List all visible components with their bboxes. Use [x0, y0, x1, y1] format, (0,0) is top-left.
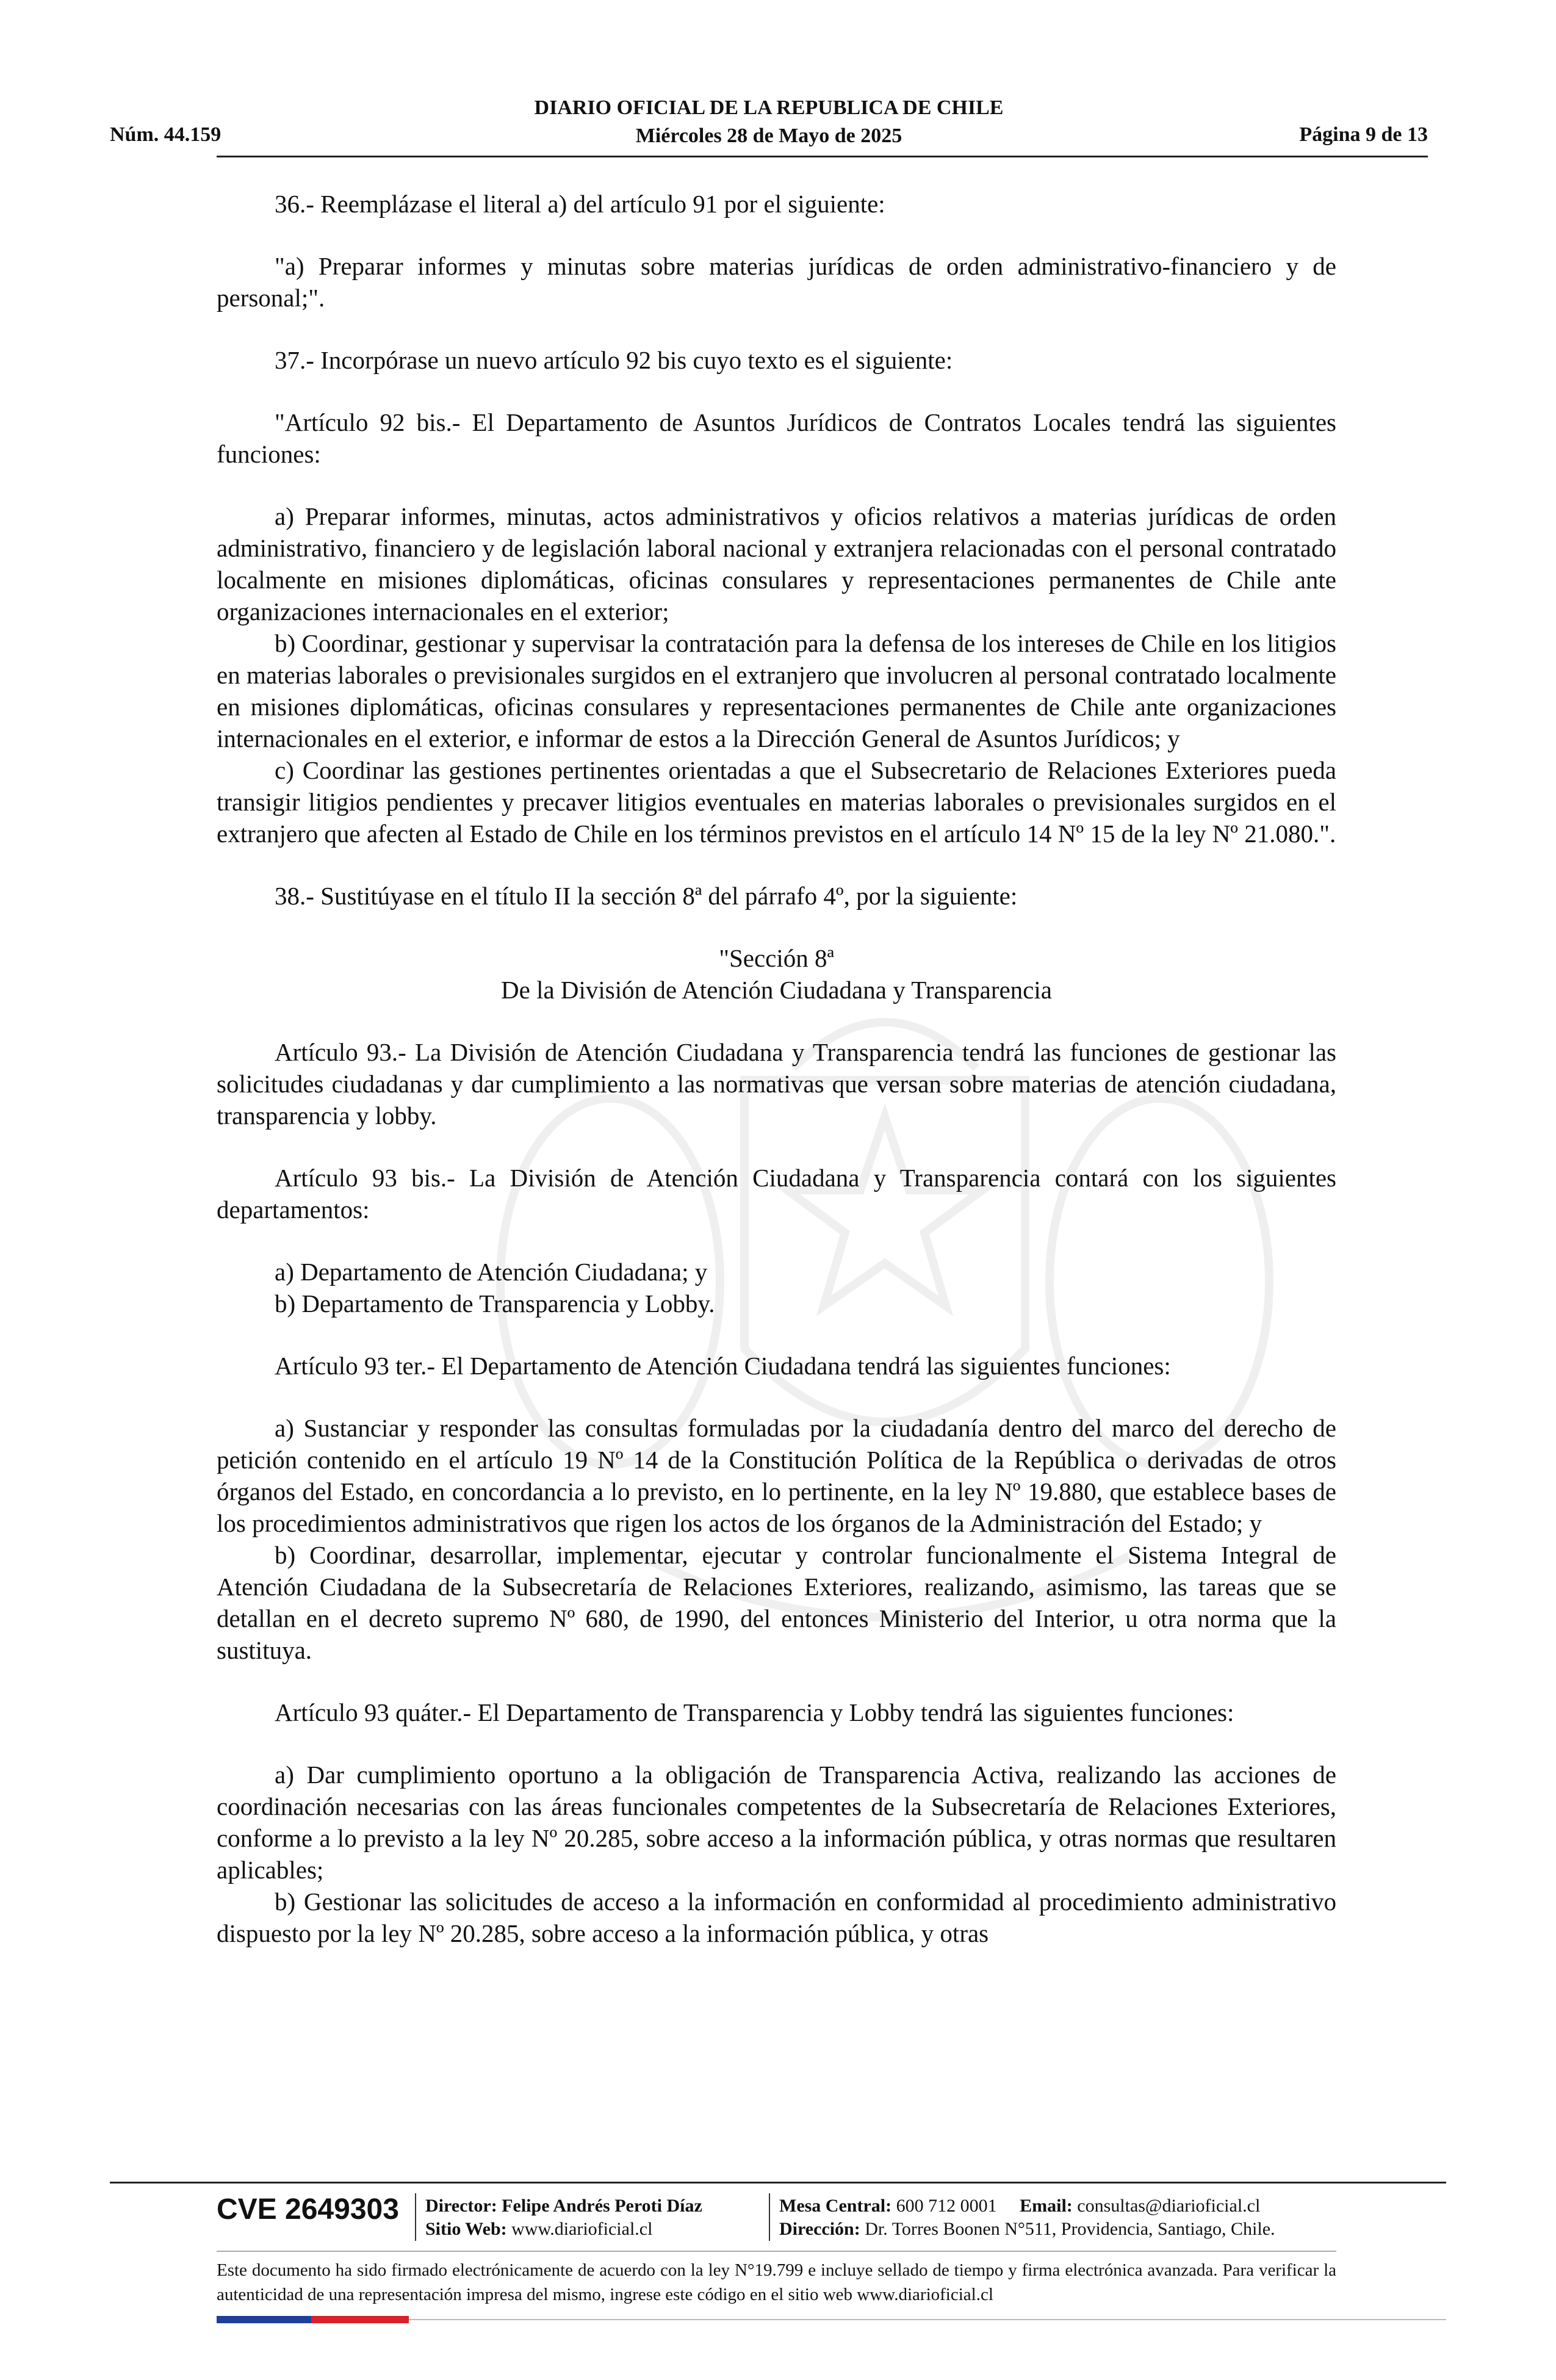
paragraph: Artículo 93 quáter.- El Departamento de Transparencia y Lobby tendrá las siguientes funciones: — [275, 1698, 1234, 1726]
paragraph: Artículo 93 bis.- La División de Atención Ciudadana y Transparencia contará con los siguientes departamentos: — [217, 1164, 1336, 1224]
website-link[interactable]: www.diarioficial.cl — [511, 2219, 653, 2239]
section-title: "Sección 8ª — [719, 944, 834, 972]
paragraph: "Artículo 92 bis.- El Departamento de Asuntos Jurídicos de Contratos Locales tendrá las siguientes funciones: — [217, 408, 1336, 468]
paragraph: "a) Preparar informes y minutas sobre materias jurídicas de orden administrativo-financiero y de personal;". — [217, 252, 1336, 312]
paragraph: b) Gestionar las solicitudes de acceso a la información en conformidad al procedimiento administrativo dispuesto por la ley Nº 20.285, sobre acceso a la información pública, y otras — [217, 1888, 1336, 1947]
paragraph: b) Coordinar, gestionar y supervisar la contratación para la defensa de los intereses de Chile en los litigios en materias laborales o previsionales surgidos en el extranjero que involucren al personal contratado localmente en misiones diplomáticas, oficinas consulares y representaciones permanentes de Chile ante organizaciones internacionales en el exterior, e informar de estos a la Dirección General de Asuntos Jurídicos; y — [217, 629, 1336, 752]
footer-contact-block — [779, 2194, 1275, 2241]
footer-separator — [769, 2193, 770, 2241]
header-divider — [217, 156, 1428, 157]
footer-director-block — [425, 2194, 702, 2241]
paragraph: Artículo 93 ter.- El Departamento de Atención Ciudadana tendrá las siguientes funciones: — [275, 1352, 1171, 1380]
header-center — [110, 94, 1428, 150]
issue-number: Núm. 44.159 — [110, 123, 222, 146]
address-value: Dr. Torres Boonen N°511, Providencia, Santiago, Chile. — [865, 2219, 1275, 2239]
footer-divider — [110, 2182, 1446, 2183]
address-label: Dirección: — [779, 2219, 860, 2239]
flag-stripe-blue — [217, 2316, 311, 2323]
legal-notice: Este documento ha sido firmado electrónicamente de acuerdo con la ley N°19.799 e incluye sellado de tiempo y firma electrónica avanzada. Para verificar la autenticidad de una representación impresa del mismo, ingrese este código en el sitio web www.diarioficial.cl — [217, 2260, 1336, 2304]
mesa-phone: 600 712 0001 — [896, 2196, 997, 2216]
paragraph: 38.- Sustitúyase en el título II la sección 8ª del párrafo 4º, por la siguiente: — [275, 882, 1018, 910]
paragraph: a) Preparar informes, minutas, actos administrativos y oficios relativos a materias jurídicas de orden administrativo, financiero y de legislación laboral nacional y extranjera relacionadas con el personal contratado localmente en misiones diplomáticas, oficinas consulares y representaciones permanentes de Chile ante organizaciones internacionales en el exterior; — [217, 502, 1336, 626]
footer-divider-thin — [217, 2251, 1336, 2252]
bottom-rule — [409, 2319, 1446, 2320]
cve-code: CVE 2649303 — [217, 2193, 399, 2226]
page-number: Página 9 de 13 — [1299, 123, 1428, 146]
paragraph: c) Coordinar las gestiones pertinentes orientadas a que el Subsecretario de Relaciones Exteriores pueda transigir litigios pendientes y precaver litigios eventuales en materias laborales o previsionales surgidos en el extranjero que afecten al Estado de Chile en los términos previstos en el artículo 14 Nº 15 de la ley Nº 21.080.". — [217, 756, 1336, 848]
paragraph: 36.- Reemplázase el literal a) del artículo 91 por el siguiente: — [275, 190, 885, 218]
page-header — [110, 92, 1428, 153]
page-footer — [217, 2190, 1336, 2245]
paragraph: a) Dar cumplimiento oportuno a la obligación de Transparencia Activa, realizando las acciones de coordinación necesarias con las áreas funcionales competentes de la Subsecretaría de Relaciones Exteriores, conforme a lo previsto a la ley Nº 20.285, sobre acceso a la información pública, y otras normas que resultaren aplicables; — [217, 1761, 1336, 1884]
publication-title: DIARIO OFICIAL DE LA REPUBLICA DE CHILE — [534, 96, 1004, 119]
footer-separator — [415, 2193, 416, 2241]
mesa-label: Mesa Central: — [779, 2196, 892, 2216]
email-link[interactable]: consultas@diarioficial.cl — [1077, 2196, 1261, 2216]
paragraph: Artículo 93.- La División de Atención Ciudadana y Transparencia tendrá las funciones de gestionar las solicitudes ciudadanas y dar cumplimiento a las normativas que versan sobre materias de atención ciudadana, transparencia y lobby. — [217, 1038, 1336, 1130]
director-name: Felipe Andrés Peroti Díaz — [502, 2196, 702, 2216]
website-label: Sitio Web: — [425, 2219, 507, 2239]
paragraph: b) Departamento de Transparencia y Lobby. — [275, 1289, 715, 1318]
director-label: Director: — [425, 2196, 497, 2216]
email-label: Email: — [1020, 2196, 1073, 2216]
paragraph: a) Departamento de Atención Ciudadana; y — [275, 1258, 708, 1286]
flag-stripe-red — [311, 2316, 409, 2323]
paragraph: b) Coordinar, desarrollar, implementar, ejecutar y controlar funcionalmente el Sistema Integral de Atención Ciudadana de la Subsecretaría de Relaciones Exteriores, realizando, asimismo, las tareas que se detallan en el decreto supremo Nº 680, de 1990, del entonces Ministerio del Interior, u otra norma que la sustituya. — [217, 1541, 1336, 1664]
paragraph: 37.- Incorpórase un nuevo artículo 92 bis cuyo texto es el siguiente: — [275, 346, 953, 374]
paragraph: a) Sustanciar y responder las consultas formuladas por la ciudadanía dentro del marco del derecho de petición contenido en el artículo 19 Nº 14 de la Constitución Política de la República o derivadas de otros órganos del Estado, en concordancia a lo previsto, en lo pertinente, en la ley Nº 19.880, que establece bases de los procedimientos administrativos que rigen los actos de los órganos de la Administración del Estado; y — [217, 1414, 1336, 1537]
document-body — [217, 188, 1336, 1949]
publication-date: Miércoles 28 de Mayo de 2025 — [635, 124, 902, 147]
section-subtitle: De la División de Atención Ciudadana y Transparencia — [501, 976, 1052, 1004]
